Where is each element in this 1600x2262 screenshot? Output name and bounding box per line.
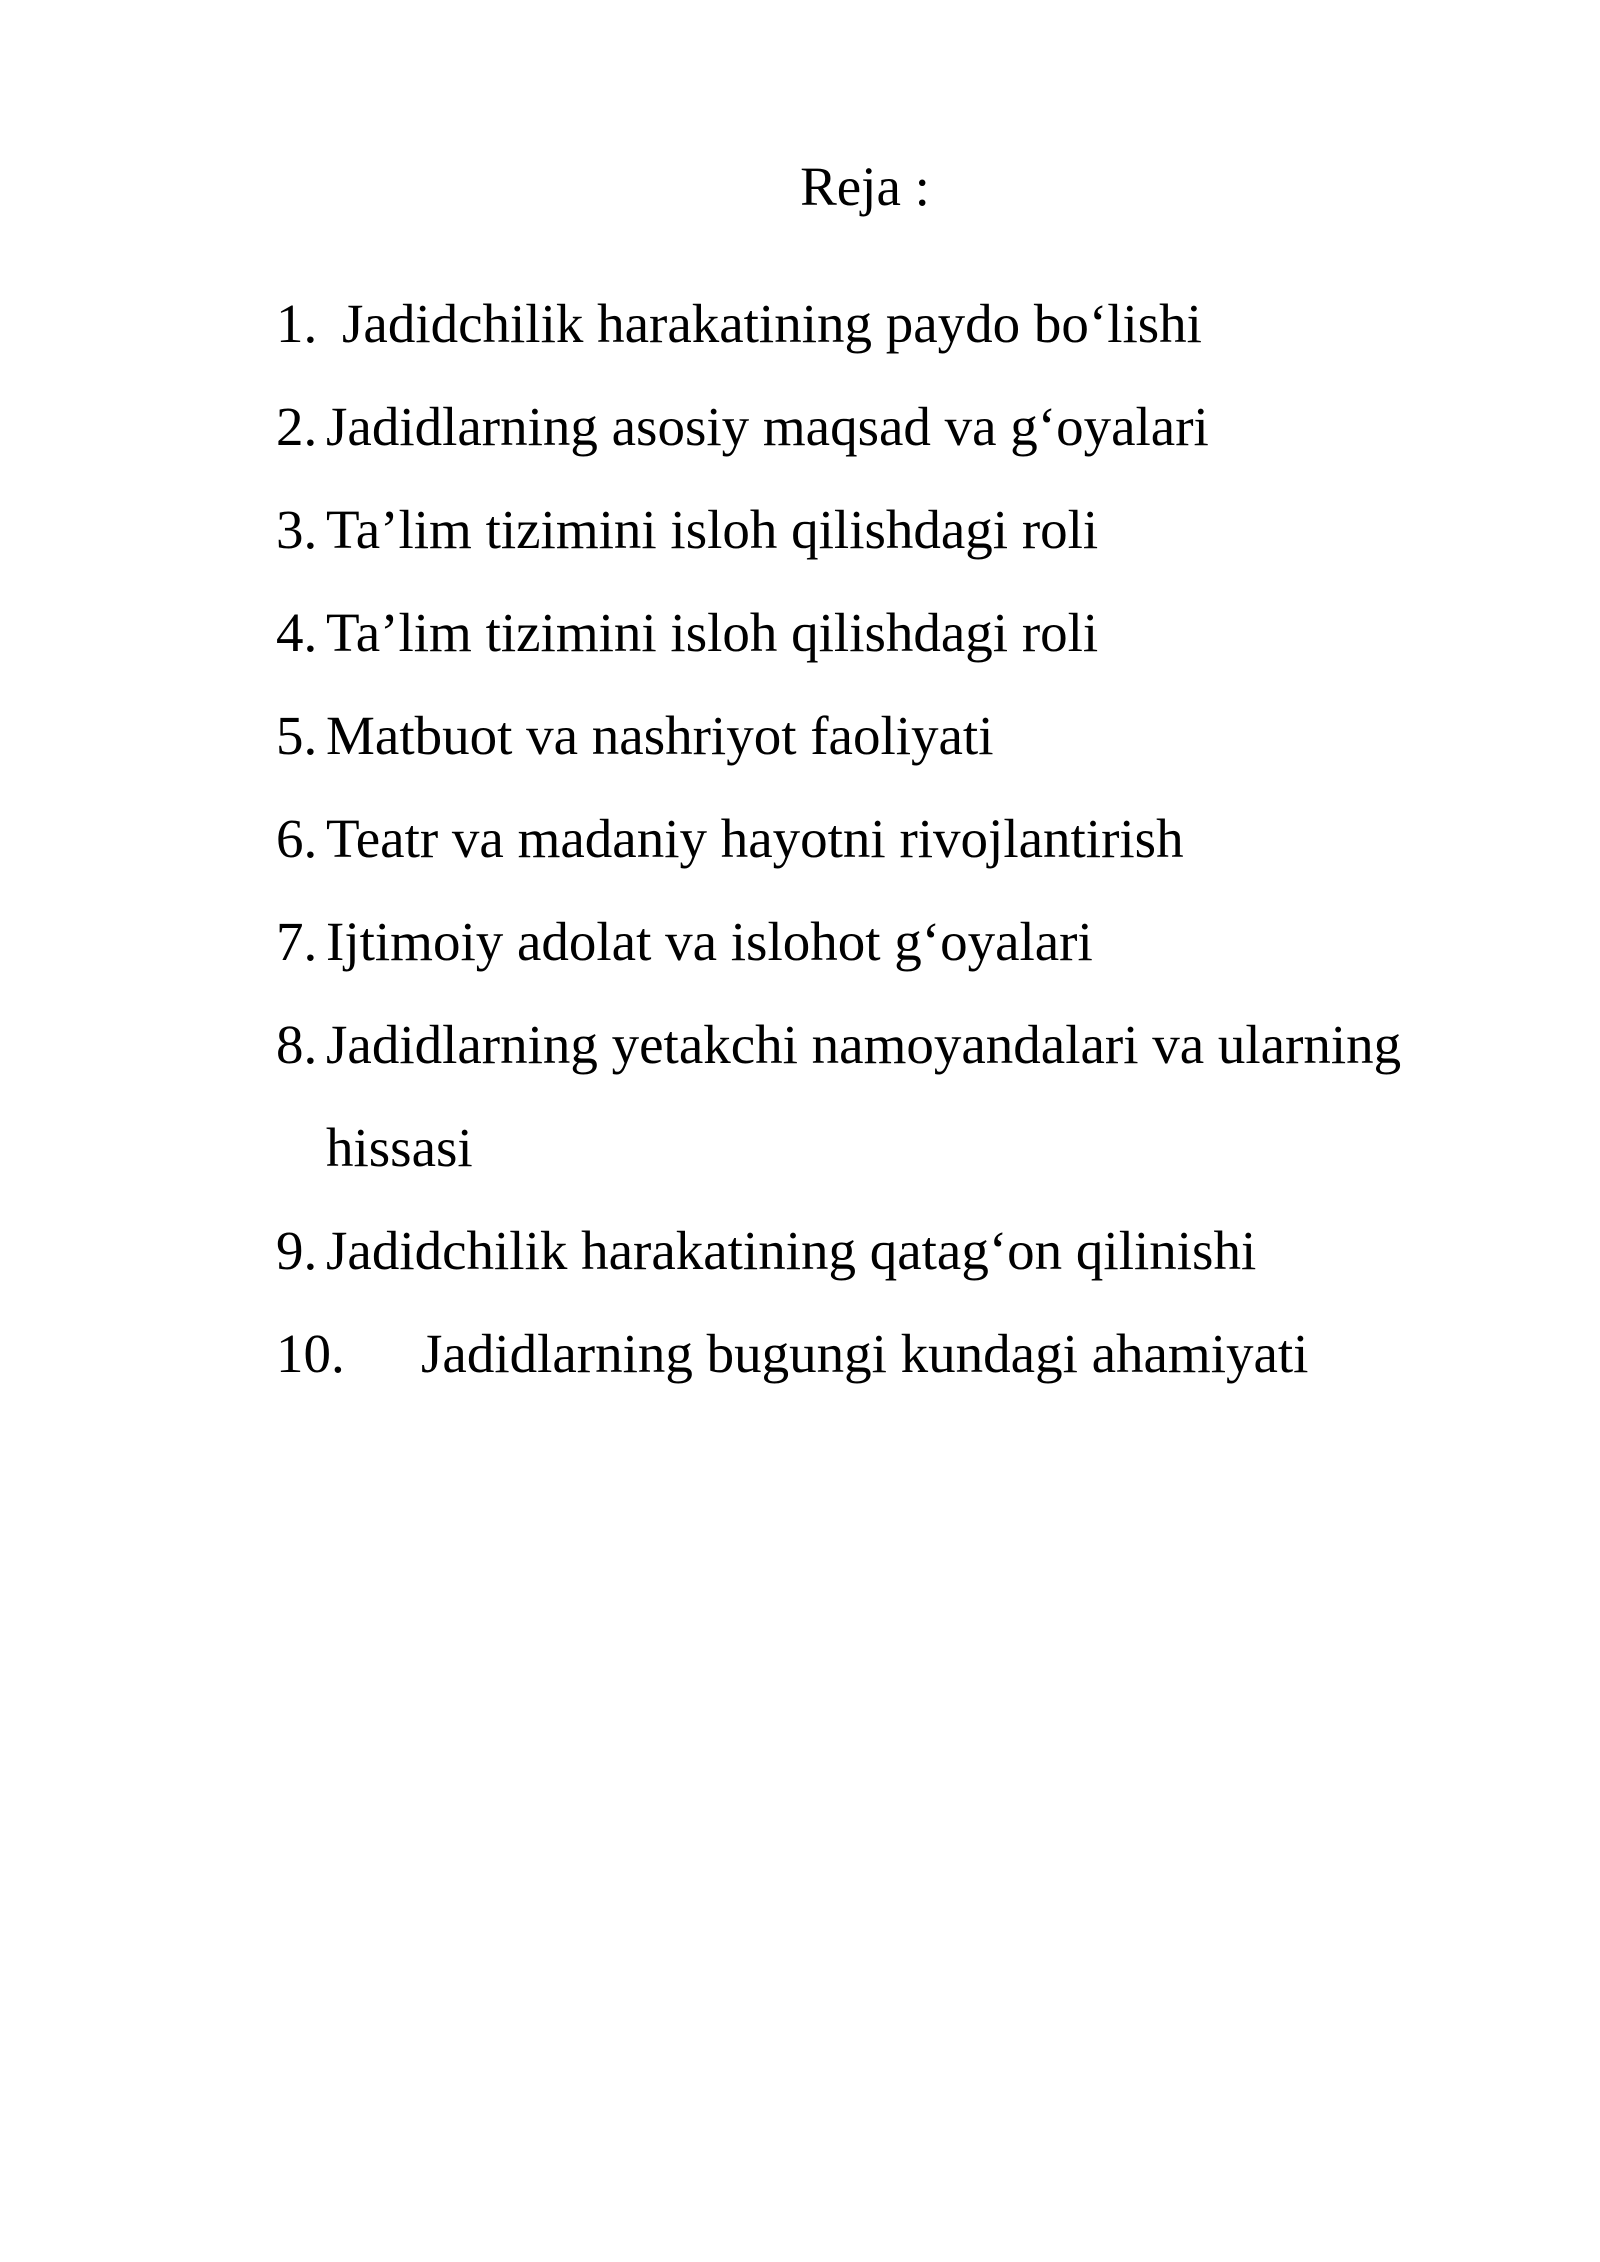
item-text: Ta’lim tizimini isloh qilishdagi roli	[326, 602, 1099, 663]
item-text: Jadidlarning asosiy maqsad va g‘oyalari	[326, 396, 1209, 457]
item-text: Ta’lim tizimini isloh qilishdagi roli	[326, 499, 1099, 560]
item-text: Jadidchilik harakatining qatag‘on qilinishi	[326, 1220, 1257, 1281]
item-text: Jadidlarning bugungi kundagi ahamiyati	[421, 1323, 1309, 1384]
list-item	[276, 993, 1546, 1199]
item-number: 8.	[276, 1014, 318, 1075]
item-number: 9.	[276, 1220, 318, 1281]
list-item	[276, 890, 1546, 993]
list-item	[276, 787, 1546, 890]
item-text: Teatr va madaniy hayotni rivojlantirish	[326, 808, 1184, 869]
item-text: Jadidlarning yetakchi namoyandalari va ularning hissasi	[326, 1014, 1402, 1178]
item-number: 1.	[276, 293, 318, 354]
item-number: 6.	[276, 808, 318, 869]
list-item	[276, 1302, 1546, 1405]
list-item	[276, 272, 1546, 375]
item-number: 3.	[276, 499, 318, 560]
list-item	[276, 1199, 1546, 1302]
item-number: 10.	[276, 1323, 345, 1384]
list-item	[276, 478, 1546, 581]
page-title: Reja :	[800, 156, 930, 217]
item-text: Jadidchilik harakatining paydo bo‘lishi	[342, 293, 1202, 354]
list-item	[276, 581, 1546, 684]
item-text: Matbuot va nashriyot faoliyati	[326, 705, 994, 766]
list-item	[276, 684, 1546, 787]
list-item	[276, 375, 1546, 478]
item-number: 4.	[276, 602, 318, 663]
item-number: 5.	[276, 705, 318, 766]
item-number: 7.	[276, 911, 318, 972]
item-text: Ijtimoiy adolat va islohot g‘oyalari	[326, 911, 1093, 972]
item-number: 2.	[276, 396, 318, 457]
plan-list	[276, 272, 1546, 1405]
